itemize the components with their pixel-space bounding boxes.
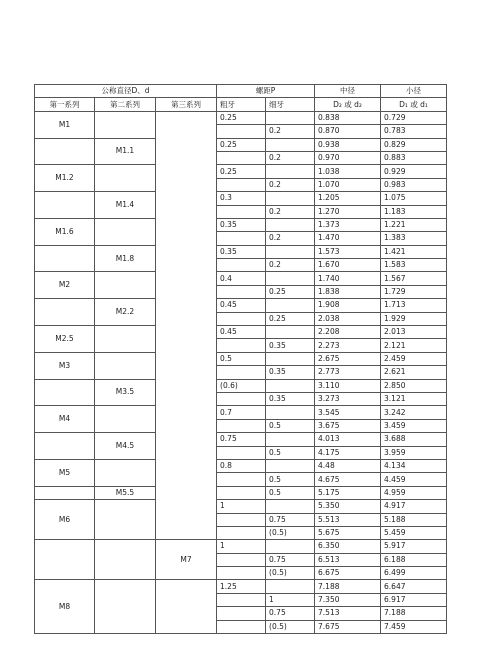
coarse-pitch-cell: 0.4 — [217, 272, 266, 285]
minor-diameter-cell: 1.713 — [381, 299, 447, 312]
table-row — [35, 486, 447, 499]
fine-pitch-cell — [266, 459, 315, 472]
fine-pitch-cell — [266, 218, 315, 231]
minor-diameter-cell: 7.188 — [381, 607, 447, 620]
series-2-cell — [95, 165, 156, 192]
pitch-diameter-cell: 3.675 — [315, 419, 381, 432]
minor-diameter-cell: 0.883 — [381, 151, 447, 164]
table-row — [35, 433, 447, 446]
header-series-1: 第一系列 — [35, 98, 95, 111]
minor-diameter-cell: 6.188 — [381, 553, 447, 566]
header-coarse: 粗牙 — [217, 98, 266, 111]
series-2-cell: M1.1 — [95, 138, 156, 165]
fine-pitch-cell: 1 — [266, 593, 315, 606]
coarse-pitch-cell: (0.6) — [217, 379, 266, 392]
fine-pitch-cell: 0.75 — [266, 607, 315, 620]
series-2-cell: M1.4 — [95, 192, 156, 219]
header-row-1 — [35, 85, 447, 98]
coarse-pitch-cell — [217, 486, 266, 499]
coarse-pitch-cell: 0.7 — [217, 406, 266, 419]
series-1-cell — [35, 379, 95, 406]
table-row — [35, 540, 447, 553]
fine-pitch-cell — [266, 192, 315, 205]
minor-diameter-cell: 5.917 — [381, 540, 447, 553]
fine-pitch-cell: 0.5 — [266, 446, 315, 459]
table-row — [35, 459, 447, 472]
series-2-cell — [95, 500, 156, 540]
coarse-pitch-cell — [217, 339, 266, 352]
series-1-cell — [35, 245, 95, 272]
pitch-diameter-cell: 1.070 — [315, 178, 381, 191]
coarse-pitch-cell — [217, 232, 266, 245]
coarse-pitch-cell: 0.25 — [217, 138, 266, 151]
coarse-pitch-cell: 0.8 — [217, 459, 266, 472]
series-1-cell: M1.2 — [35, 165, 95, 192]
coarse-pitch-cell — [217, 205, 266, 218]
table-row — [35, 245, 447, 258]
minor-diameter-cell: 5.188 — [381, 513, 447, 526]
series-2-cell — [95, 406, 156, 433]
fine-pitch-cell — [266, 580, 315, 593]
fine-pitch-cell — [266, 245, 315, 258]
coarse-pitch-cell — [217, 312, 266, 325]
header-series-3: 第三系列 — [156, 98, 217, 111]
series-2-cell: M3.5 — [95, 379, 156, 406]
table-row — [35, 352, 447, 365]
coarse-pitch-cell — [217, 553, 266, 566]
series-2-cell — [95, 272, 156, 299]
table-row — [35, 111, 447, 124]
series-1-cell — [35, 433, 95, 460]
fine-pitch-cell: 0.75 — [266, 513, 315, 526]
coarse-pitch-cell — [217, 259, 266, 272]
pitch-diameter-cell: 2.773 — [315, 366, 381, 379]
series-1-cell — [35, 192, 95, 219]
minor-diameter-cell: 1.183 — [381, 205, 447, 218]
pitch-diameter-cell: 1.573 — [315, 245, 381, 258]
pitch-diameter-cell: 2.038 — [315, 312, 381, 325]
coarse-pitch-cell: 1 — [217, 500, 266, 513]
minor-diameter-cell: 0.929 — [381, 165, 447, 178]
minor-diameter-cell: 1.567 — [381, 272, 447, 285]
coarse-pitch-cell — [217, 620, 266, 633]
pitch-diameter-cell: 1.205 — [315, 192, 381, 205]
minor-diameter-cell: 1.929 — [381, 312, 447, 325]
coarse-pitch-cell: 0.3 — [217, 192, 266, 205]
series-2-cell: M4.5 — [95, 433, 156, 460]
coarse-pitch-cell: 0.75 — [217, 433, 266, 446]
minor-diameter-cell: 4.917 — [381, 500, 447, 513]
coarse-pitch-cell — [217, 285, 266, 298]
header-pitch: 螺距P — [217, 85, 315, 98]
minor-diameter-cell: 1.583 — [381, 259, 447, 272]
pitch-diameter-cell: 6.513 — [315, 553, 381, 566]
fine-pitch-cell — [266, 165, 315, 178]
fine-pitch-cell: 0.2 — [266, 232, 315, 245]
pitch-diameter-cell: 1.838 — [315, 285, 381, 298]
pitch-diameter-cell: 1.670 — [315, 259, 381, 272]
fine-pitch-cell: 0.5 — [266, 486, 315, 499]
series-1-cell: M2.5 — [35, 326, 95, 353]
minor-diameter-cell: 0.983 — [381, 178, 447, 191]
series-2-cell: M2.2 — [95, 299, 156, 326]
minor-diameter-cell: 7.459 — [381, 620, 447, 633]
fine-pitch-cell — [266, 500, 315, 513]
minor-diameter-cell: 6.917 — [381, 593, 447, 606]
minor-diameter-cell: 1.729 — [381, 285, 447, 298]
pitch-diameter-cell: 4.013 — [315, 433, 381, 446]
table-row — [35, 272, 447, 285]
minor-diameter-cell: 2.013 — [381, 326, 447, 339]
minor-diameter-cell: 1.421 — [381, 245, 447, 258]
pitch-diameter-cell: 5.675 — [315, 526, 381, 539]
pitch-diameter-cell: 4.48 — [315, 459, 381, 472]
coarse-pitch-cell — [217, 366, 266, 379]
fine-pitch-cell: 0.2 — [266, 259, 315, 272]
pitch-diameter-cell: 2.675 — [315, 352, 381, 365]
series-1-cell: M5 — [35, 459, 95, 486]
pitch-diameter-cell: 7.350 — [315, 593, 381, 606]
fine-pitch-cell — [266, 433, 315, 446]
series-1-cell — [35, 138, 95, 165]
coarse-pitch-cell — [217, 607, 266, 620]
minor-diameter-cell: 0.729 — [381, 111, 447, 124]
minor-diameter-cell: 5.459 — [381, 526, 447, 539]
coarse-pitch-cell — [217, 526, 266, 539]
series-1-cell: M1 — [35, 111, 95, 138]
pitch-diameter-cell: 1.373 — [315, 218, 381, 231]
coarse-pitch-cell — [217, 419, 266, 432]
minor-diameter-cell: 3.242 — [381, 406, 447, 419]
coarse-pitch-cell — [217, 446, 266, 459]
coarse-pitch-cell — [217, 151, 266, 164]
coarse-pitch-cell: 1.25 — [217, 580, 266, 593]
pitch-diameter-cell: 5.513 — [315, 513, 381, 526]
pitch-diameter-cell: 5.175 — [315, 486, 381, 499]
series-2-cell: M1.8 — [95, 245, 156, 272]
coarse-pitch-cell: 0.45 — [217, 299, 266, 312]
pitch-diameter-cell: 1.270 — [315, 205, 381, 218]
table-row — [35, 326, 447, 339]
series-2-cell — [95, 580, 156, 634]
table-row — [35, 379, 447, 392]
pitch-diameter-cell: 1.740 — [315, 272, 381, 285]
coarse-pitch-cell: 1 — [217, 540, 266, 553]
minor-diameter-cell: 1.383 — [381, 232, 447, 245]
minor-diameter-cell: 3.959 — [381, 446, 447, 459]
pitch-diameter-cell: 1.908 — [315, 299, 381, 312]
pitch-diameter-cell: 0.970 — [315, 151, 381, 164]
minor-diameter-cell: 1.075 — [381, 192, 447, 205]
series-2-cell — [95, 352, 156, 379]
pitch-diameter-cell: 0.938 — [315, 138, 381, 151]
fine-pitch-cell: 0.5 — [266, 473, 315, 486]
series-1-cell: M1.6 — [35, 218, 95, 245]
table-row — [35, 165, 447, 178]
table-row — [35, 299, 447, 312]
minor-diameter-cell: 6.499 — [381, 567, 447, 580]
pitch-diameter-cell: 3.545 — [315, 406, 381, 419]
fine-pitch-cell — [266, 540, 315, 553]
pitch-diameter-cell: 7.513 — [315, 607, 381, 620]
coarse-pitch-cell — [217, 178, 266, 191]
minor-diameter-cell: 3.121 — [381, 392, 447, 405]
series-1-cell: M3 — [35, 352, 95, 379]
fine-pitch-cell: 0.35 — [266, 366, 315, 379]
header-pitch-diameter-symbol: D₂ 或 d₂ — [315, 98, 381, 111]
pitch-diameter-cell: 0.870 — [315, 125, 381, 138]
pitch-diameter-cell: 2.208 — [315, 326, 381, 339]
minor-diameter-cell: 3.459 — [381, 419, 447, 432]
pitch-diameter-cell: 0.838 — [315, 111, 381, 124]
series-1-cell: M6 — [35, 500, 95, 540]
fine-pitch-cell: 0.2 — [266, 178, 315, 191]
table-row — [35, 192, 447, 205]
series-3-cell: M7 — [156, 540, 217, 580]
header-minor-diameter: 小径 — [381, 85, 447, 98]
series-2-cell — [95, 540, 156, 580]
series-2-cell — [95, 111, 156, 138]
fine-pitch-cell: 0.35 — [266, 392, 315, 405]
fine-pitch-cell — [266, 352, 315, 365]
minor-diameter-cell: 4.134 — [381, 459, 447, 472]
header-series-2: 第二系列 — [95, 98, 156, 111]
fine-pitch-cell — [266, 138, 315, 151]
header-minor-diameter-symbol: D₁ 或 d₁ — [381, 98, 447, 111]
minor-diameter-cell: 2.121 — [381, 339, 447, 352]
series-1-cell — [35, 486, 95, 499]
coarse-pitch-cell — [217, 593, 266, 606]
table-row — [35, 500, 447, 513]
series-1-cell: M8 — [35, 580, 95, 634]
fine-pitch-cell: 0.2 — [266, 205, 315, 218]
fine-pitch-cell: 0.25 — [266, 312, 315, 325]
fine-pitch-cell: 0.25 — [266, 285, 315, 298]
fine-pitch-cell: (0.5) — [266, 567, 315, 580]
pitch-diameter-cell: 7.675 — [315, 620, 381, 633]
coarse-pitch-cell — [217, 125, 266, 138]
fine-pitch-cell — [266, 379, 315, 392]
fine-pitch-cell: 0.5 — [266, 419, 315, 432]
minor-diameter-cell: 4.459 — [381, 473, 447, 486]
minor-diameter-cell: 1.221 — [381, 218, 447, 231]
minor-diameter-cell: 2.459 — [381, 352, 447, 365]
series-3-cell — [156, 111, 217, 540]
minor-diameter-cell: 0.829 — [381, 138, 447, 151]
coarse-pitch-cell: 0.45 — [217, 326, 266, 339]
table-row — [35, 406, 447, 419]
coarse-pitch-cell: 0.25 — [217, 165, 266, 178]
minor-diameter-cell: 3.688 — [381, 433, 447, 446]
coarse-pitch-cell: 0.5 — [217, 352, 266, 365]
header-pitch-diameter: 中径 — [315, 85, 381, 98]
header-fine: 细牙 — [266, 98, 315, 111]
fine-pitch-cell: (0.5) — [266, 620, 315, 633]
fine-pitch-cell: 0.75 — [266, 553, 315, 566]
coarse-pitch-cell — [217, 513, 266, 526]
minor-diameter-cell: 2.850 — [381, 379, 447, 392]
fine-pitch-cell: 0.2 — [266, 151, 315, 164]
fine-pitch-cell: 0.35 — [266, 339, 315, 352]
series-1-cell: M4 — [35, 406, 95, 433]
pitch-diameter-cell: 2.273 — [315, 339, 381, 352]
pitch-diameter-cell: 6.350 — [315, 540, 381, 553]
series-3-cell — [156, 580, 217, 634]
series-1-cell — [35, 299, 95, 326]
pitch-diameter-cell: 7.188 — [315, 580, 381, 593]
pitch-diameter-cell: 5.350 — [315, 500, 381, 513]
series-2-cell — [95, 218, 156, 245]
fine-pitch-cell — [266, 406, 315, 419]
series-1-cell — [35, 540, 95, 580]
coarse-pitch-cell: 0.25 — [217, 111, 266, 124]
fine-pitch-cell: (0.5) — [266, 526, 315, 539]
coarse-pitch-cell — [217, 567, 266, 580]
pitch-diameter-cell: 1.038 — [315, 165, 381, 178]
series-2-cell: M5.5 — [95, 486, 156, 499]
series-2-cell — [95, 326, 156, 353]
fine-pitch-cell — [266, 299, 315, 312]
coarse-pitch-cell — [217, 392, 266, 405]
table-row — [35, 138, 447, 151]
minor-diameter-cell: 2.621 — [381, 366, 447, 379]
series-1-cell: M2 — [35, 272, 95, 299]
pitch-diameter-cell: 3.110 — [315, 379, 381, 392]
series-2-cell — [95, 459, 156, 486]
pitch-diameter-cell: 4.675 — [315, 473, 381, 486]
fine-pitch-cell: 0.2 — [266, 125, 315, 138]
coarse-pitch-cell: 0.35 — [217, 218, 266, 231]
header-row-2 — [35, 98, 447, 111]
minor-diameter-cell: 0.783 — [381, 125, 447, 138]
coarse-pitch-cell: 0.35 — [217, 245, 266, 258]
thread-dimension-table — [34, 84, 447, 634]
coarse-pitch-cell — [217, 473, 266, 486]
minor-diameter-cell: 6.647 — [381, 580, 447, 593]
fine-pitch-cell — [266, 272, 315, 285]
pitch-diameter-cell: 6.675 — [315, 567, 381, 580]
pitch-diameter-cell: 3.273 — [315, 392, 381, 405]
table-row — [35, 218, 447, 231]
pitch-diameter-cell: 4.175 — [315, 446, 381, 459]
table-row — [35, 580, 447, 593]
minor-diameter-cell: 4.959 — [381, 486, 447, 499]
header-nominal-diameter: 公称直径D、d — [35, 85, 217, 98]
pitch-diameter-cell: 1.470 — [315, 232, 381, 245]
fine-pitch-cell — [266, 111, 315, 124]
fine-pitch-cell — [266, 326, 315, 339]
